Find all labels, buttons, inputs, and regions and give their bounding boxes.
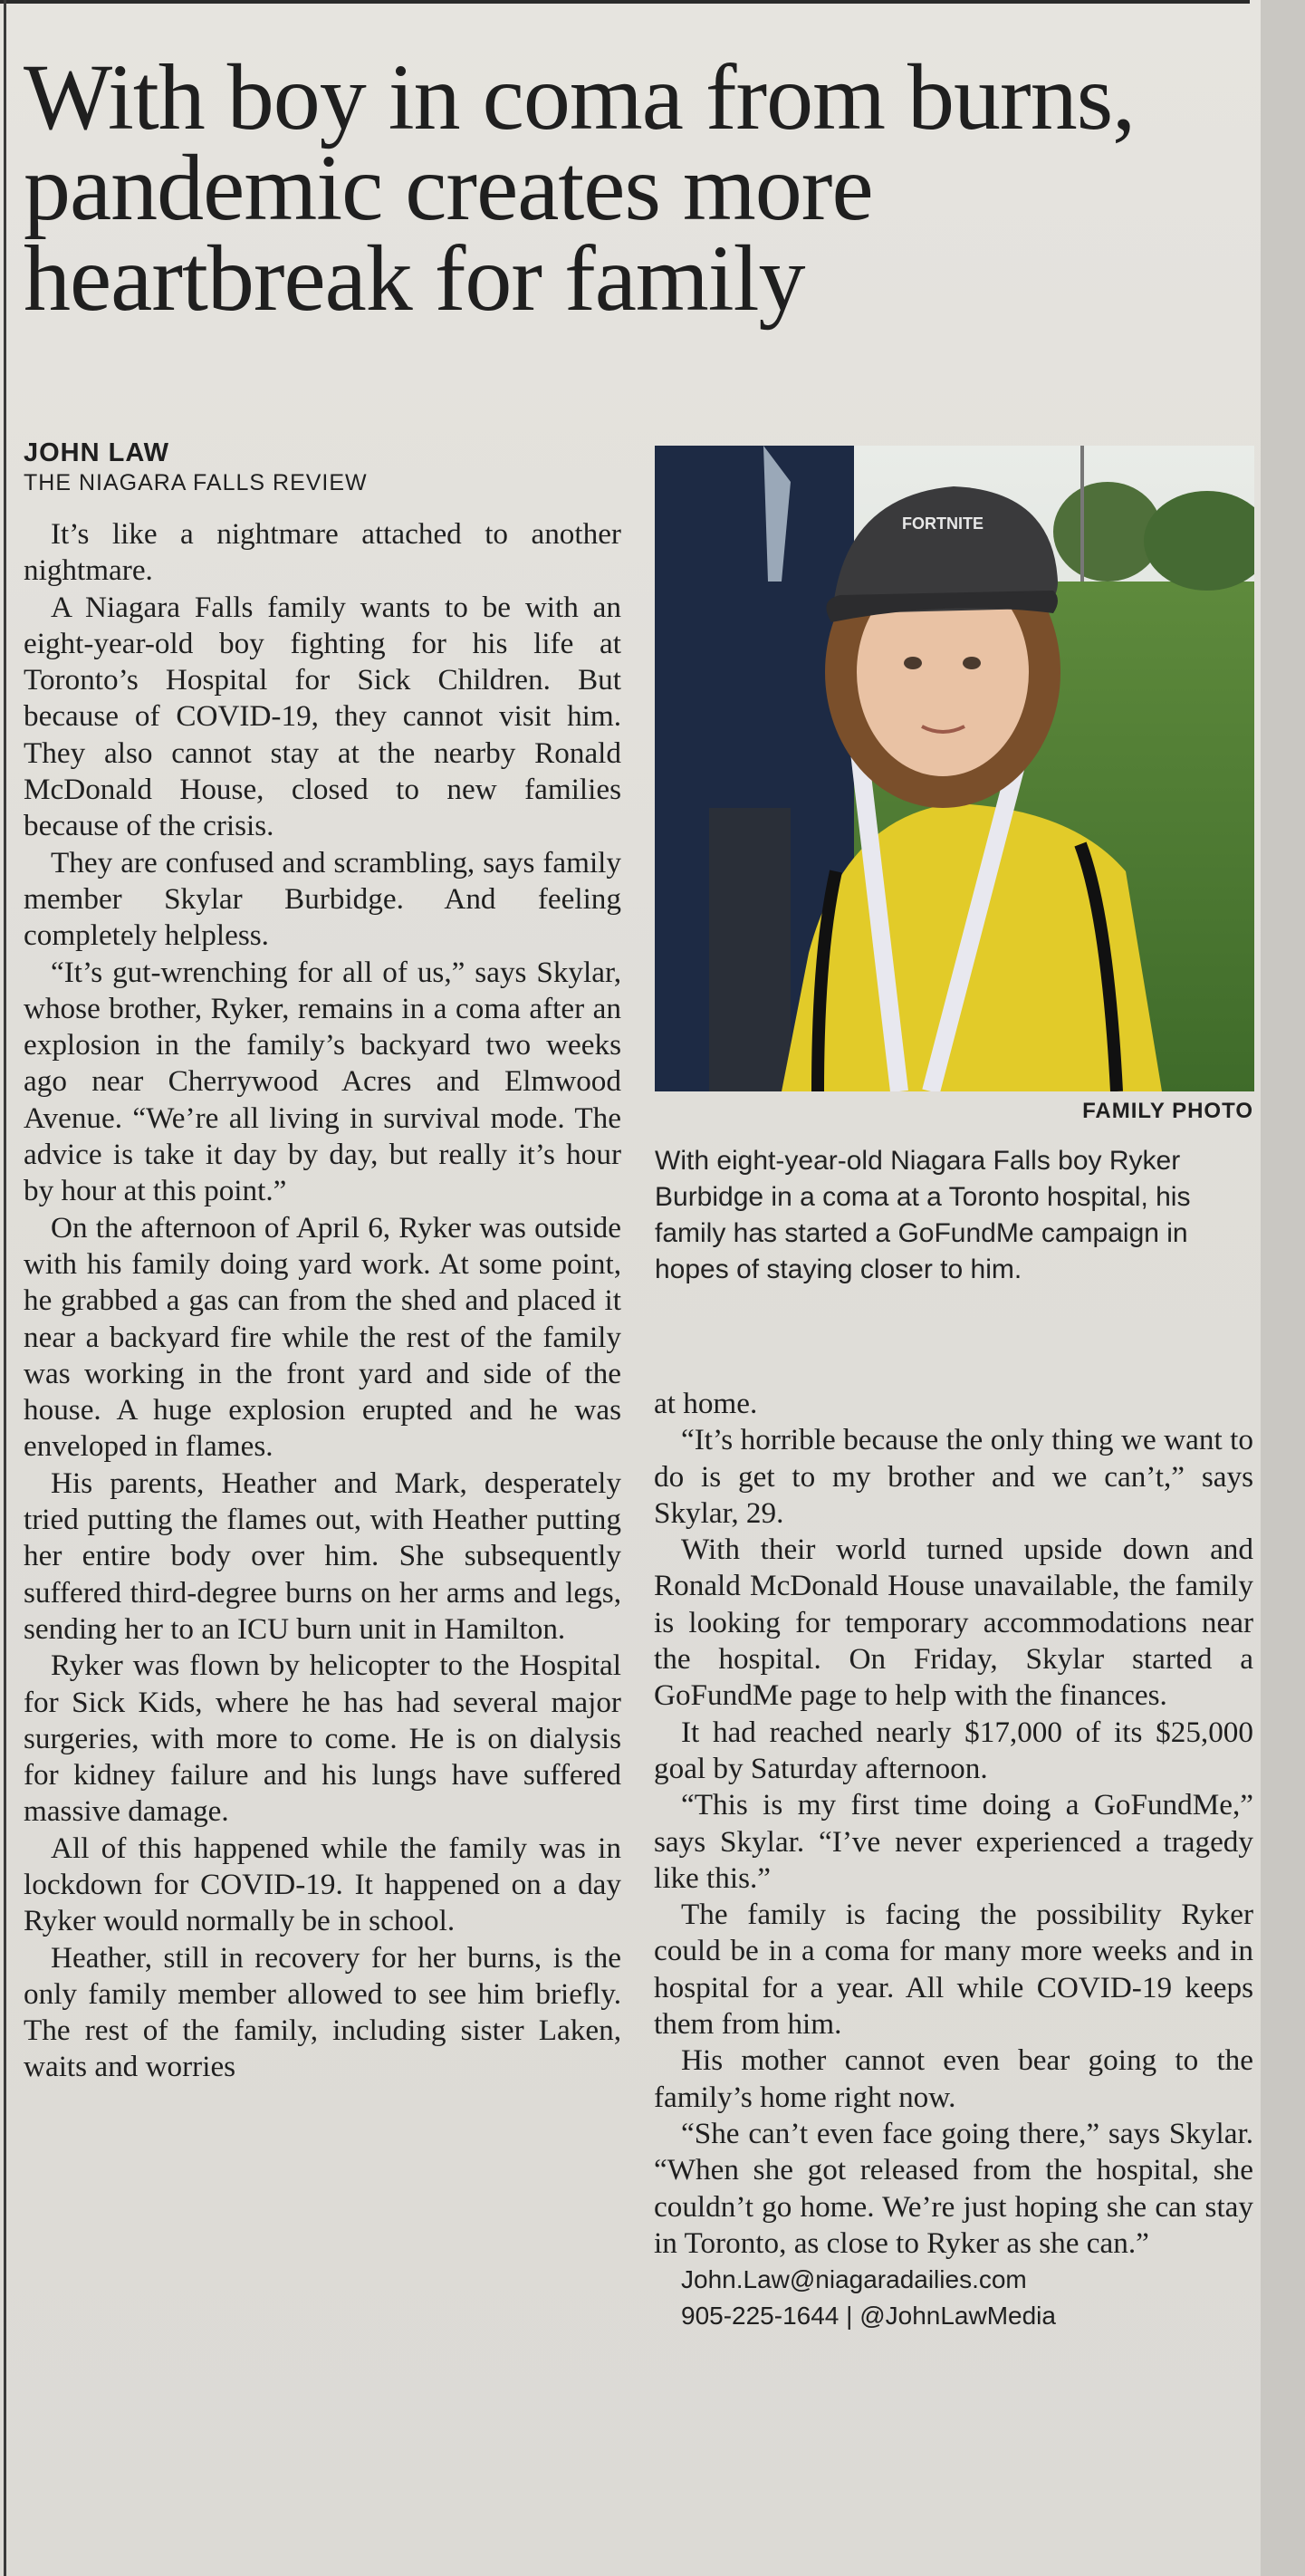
cap-logo-text: FORTNITE <box>902 514 984 533</box>
paragraph: They are confused and scrambling, says family member Skylar Burbidge. And feeling completely helpless. <box>24 845 621 953</box>
headline-line-3: heartbreak for family <box>24 226 805 331</box>
headline-line-1: With boy in coma from burns, <box>24 45 1136 149</box>
headline-line-2: pandemic creates more <box>24 136 873 240</box>
paragraph: “This is my first time doing a GoFundMe,” says Skylar. “I’ve never experienced a tragedy like this.” <box>654 1788 1253 1895</box>
paragraph: “It’s horrible because the only thing we want to do is get to my brother and we can’t,” says Skylar, 29. <box>654 1423 1253 1530</box>
paragraph: On the afternoon of April 6, Ryker was outside with his family doing yard work. At some point, he grabbed a gas can from the shed and placed it near a backyard fire while the rest of the family was working in the front yard and side of the house. A huge explosion erupted and he was enveloped in flames. <box>24 1210 621 1464</box>
headline <box>24 45 1255 331</box>
article-column-1 <box>24 516 621 2086</box>
paragraph: With their world turned upside down and Ronald McDonald House unavailable, the family is looking for temporary accommodations near the hospital. On Friday, Skylar started a GoFundMe page to help with the finances. <box>654 1533 1253 1713</box>
photo-illustration <box>655 446 1254 1091</box>
paragraph: Heather, still in recovery for her burns, is the only family member allowed to see him briefly. The rest of the family, including sister Laken, waits and worries <box>24 1940 621 2084</box>
paragraph: The family is facing the possibility Ryker could be in a coma for many more weeks and in hospital for a year. All while COVID-19 keeps them from him. <box>654 1898 1253 2042</box>
paragraph: All of this happened while the family was in lockdown for COVID-19. It happened on a day Ryker would normally be in school. <box>24 1831 621 1938</box>
paragraph: His parents, Heather and Mark, desperately tried putting the flames out, with Heather putting her entire body over him. She subsequently suffered third-degree burns on her arms and legs, sending her to an ICU burn unit in Hamilton. <box>24 1466 621 1646</box>
photo-credit: FAMILY PHOTO <box>1082 1099 1253 1123</box>
family-photo <box>655 446 1254 1091</box>
paragraph-continuation: at home. <box>654 1387 758 1420</box>
article-column-2 <box>654 1386 1253 2334</box>
paragraph: “She can’t even face going there,” says Skylar. “When she got released from the hospital, she couldn’t go home. We’re just hoping she can stay in Toronto, as close to Ryker as she can.” <box>654 2116 1253 2260</box>
top-rule <box>0 0 1250 4</box>
author-email: John.Law@niagaradailies.com <box>681 2265 1027 2294</box>
paragraph: Ryker was flown by helicopter to the Hospital for Sick Kids, where he has had several major surgeries, with more to come. He is on dialysis for kidney failure and his lungs have suffered massive damage. <box>24 1648 621 1829</box>
author-name: JOHN LAW <box>24 438 170 467</box>
photo-caption: With eight-year-old Niagara Falls boy Ryker Burbidge in a coma at a Toronto hospital, his family has started a GoFundMe campaign in hopes of staying closer to him. <box>655 1146 1191 1284</box>
paragraph: “It’s gut-wrenching for all of us,” says Skylar, whose brother, Ryker, remains in a coma after an explosion in the family’s backyard two weeks ago near Cherrywood Acres and Elmwood Avenue. “We’re all living in survival mode. The advice is take it day by day, but really it’s hour by hour at this point.” <box>24 955 621 1208</box>
page-edge <box>1261 0 1305 2576</box>
author-phone-social: 905-225-1644 | @JohnLawMedia <box>681 2302 1056 2331</box>
paragraph: It had reached nearly $17,000 of its $25,000 goal by Saturday afternoon. <box>654 1715 1253 1785</box>
left-rule <box>4 0 6 2576</box>
paragraph: His mother cannot even bear going to the family’s home right now. <box>654 2043 1253 2114</box>
paragraph: It’s like a nightmare attached to another nightmare. <box>24 517 621 588</box>
publication-name: THE NIAGARA FALLS REVIEW <box>24 470 368 495</box>
byline <box>24 437 368 497</box>
paragraph: A Niagara Falls family wants to be with an eight-year-old boy fighting for his life at Toronto’s Hospital for Sick Children. But because of COVID-19, they cannot visit him. They also cannot stay at the nearby Ronald McDonald House, closed to new families because of the crisis. <box>24 590 621 843</box>
